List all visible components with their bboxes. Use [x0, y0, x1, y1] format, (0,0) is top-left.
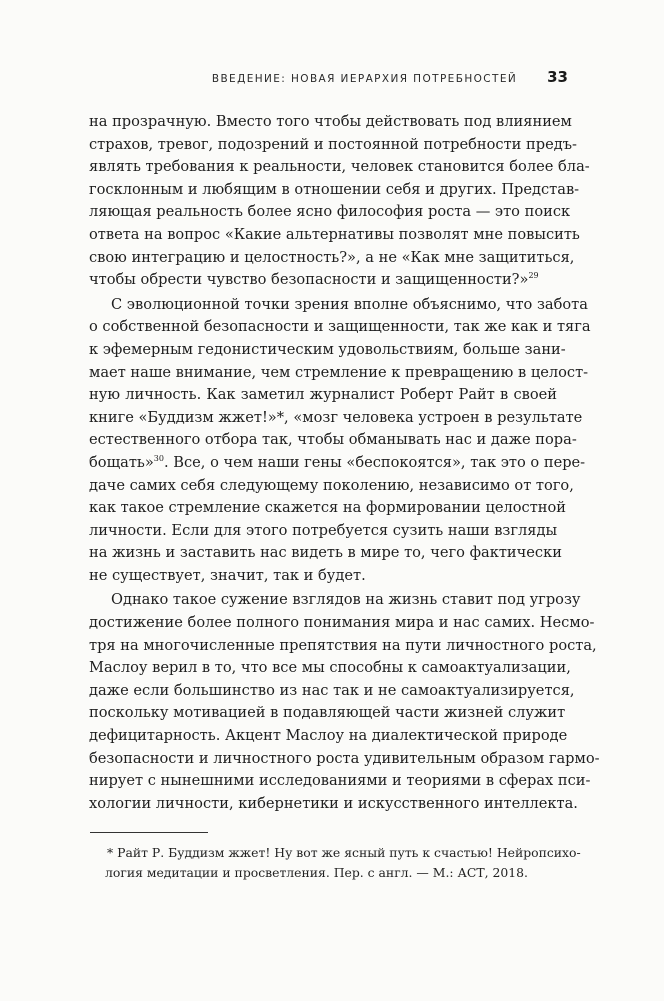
text-line [89, 269, 557, 292]
footnote-line: * Райт Р. Буддизм жжет! Ну вот же ясный путь к счастью! Нейропсихо- [107, 845, 581, 860]
text-line: ную личность. Как заметил журналист Роберт Райт в своей [89, 386, 557, 404]
text-line: к эфемерным гедонистическим удовольствиям, больше зани- [89, 340, 566, 358]
text-line: мает наше внимание, чем стремление к превращению в целост- [89, 363, 589, 381]
endnote-ref: 29 [528, 271, 539, 281]
text-fragment: бощать» [89, 453, 154, 471]
text-line: хологии личности, кибернетики и искусственного интеллекта. [89, 794, 578, 812]
text-fragment: чтобы обрести чувство безопасности и защищенности?» [89, 271, 529, 289]
body-text [89, 111, 600, 815]
text-line: Однако такое сужение взглядов на жизнь ставит под угрозу [111, 591, 581, 609]
paragraph-2 [89, 294, 591, 588]
text-line: как такое стремление скажется на формировании целостной [89, 499, 567, 517]
text-line: С эволюционной точки зрения вполне объяснимо, что забота [111, 295, 588, 313]
text-fragment: . Все, о чем наши гены «беспокоятся», так это о пере- [163, 453, 586, 471]
text-line: тря на многочисленные препятствия на пути личностного роста, [89, 636, 597, 654]
text-line: естественного отбора так, чтобы обманывать нас и даже пора- [89, 431, 577, 449]
text-line: безопасности и личностного роста удивительным образом гармо- [89, 749, 600, 767]
footnote [105, 843, 581, 883]
text-line: даче самих себя следующему поколению, независимо от того, [89, 476, 574, 494]
text-line: страхов, тревог, подозрений и постоянной потребности предъ- [89, 135, 577, 153]
text-line: о собственной безопасности и защищенности, так же как и тяга [89, 318, 591, 336]
text-line: на жизнь и заставить нас видеть в мире то, чего фактически [89, 544, 562, 562]
text-line: поскольку мотивацией в подавляющей части жизней служит [89, 704, 566, 722]
text-line: свою интеграцию и целостность?», а не «Как мне защититься, [89, 248, 575, 266]
paragraph-1 [89, 111, 590, 292]
text-line: личности. Если для этого потребуется сузить наши взгляды [89, 521, 558, 539]
text-line: на прозрачную. Вместо того чтобы действовать под влиянием [89, 113, 572, 130]
footnote-line: логия медитации и просветления. Пер. с англ. — М.: АСТ, 2018. [105, 865, 528, 880]
running-head: ВВЕДЕНИЕ: НОВАЯ ИЕРАРХИЯ ПОТРЕБНОСТЕЙ [211, 73, 518, 85]
text-line: нирует с нынешними исследованиями и теориями в сферах пси- [89, 772, 591, 790]
page-header [212, 68, 568, 86]
page-number: 33 [547, 68, 568, 86]
text-line: не существует, значит, так и будет. [89, 566, 366, 584]
text-line [89, 452, 586, 475]
endnote-ref: 30 [153, 453, 164, 463]
text-line: книге «Буддизм жжет!»*, «мозг человека устроен в результате [89, 408, 583, 426]
text-line: госклонным и любящим в отношении себя и других. Представ- [89, 180, 580, 198]
text-line: дефицитарность. Акцент Маслоу на диалектической природе [89, 727, 568, 745]
paragraph-3 [89, 589, 600, 815]
text-line: даже если большинство из нас так и не самоактуализируется, [89, 681, 575, 699]
text-line: ляющая реальность более ясно философия роста — это поиск [89, 203, 571, 221]
text-line: Маслоу верил в то, что все мы способны к самоактуализации, [89, 659, 571, 677]
footnote-divider [90, 832, 208, 833]
text-line: ответа на вопрос «Какие альтернативы позволят мне повысить [89, 225, 580, 243]
text-line: являть требования к реальности, человек становится более бла- [89, 158, 590, 176]
text-line: достижение более полного понимания мира и нас самих. Несмо- [89, 614, 595, 632]
